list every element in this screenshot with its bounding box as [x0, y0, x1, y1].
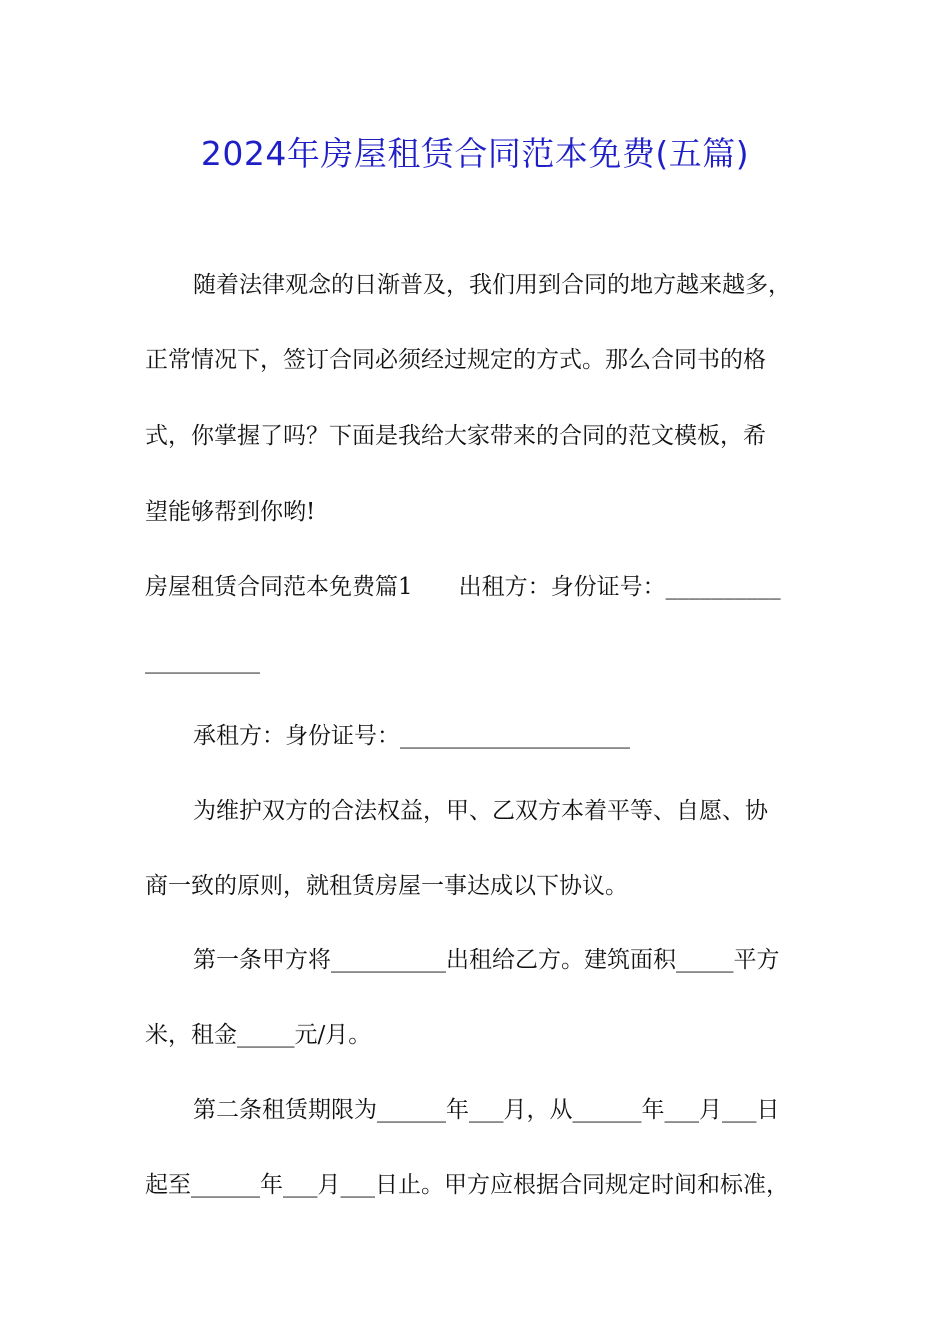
paragraph-line: 起至______年___月___日止。甲方应根据合同规定时间和标准，	[145, 1172, 789, 1198]
paragraph-line: 随着法律观念的日渐普及，我们用到合同的地方越来越多，	[193, 272, 791, 298]
paragraph-line: 式，你掌握了吗？下面是我给大家带来的合同的范文模板，希	[145, 423, 766, 449]
paragraph-line: 米，租金_____元/月。	[145, 1022, 372, 1048]
paragraph-line: 第一条甲方将__________出租给乙方。建筑面积_____平方	[193, 947, 780, 973]
blank-field-line: __________	[145, 648, 260, 674]
paragraph-line: 望能够帮到你哟!	[145, 499, 316, 525]
paragraph-line: 第二条租赁期限为______年___月，从______年___月___日	[193, 1097, 780, 1123]
paragraph-line: 承租方：身份证号：____________________	[193, 723, 630, 749]
paragraph-line: 正常情况下，签订合同必须经过规定的方式。那么合同书的格	[145, 347, 766, 373]
paragraph-line: 为维护双方的合法权益，甲、乙双方本着平等、自愿、协	[193, 798, 768, 824]
document-title: 2024年房屋租赁合同范本免费(五篇)	[200, 134, 750, 173]
section-heading-line: 房屋租赁合同范本免费篇1 出租方：身份证号：__________	[145, 574, 781, 600]
paragraph-line: 商一致的原则，就租赁房屋一事达成以下协议。	[145, 873, 628, 899]
